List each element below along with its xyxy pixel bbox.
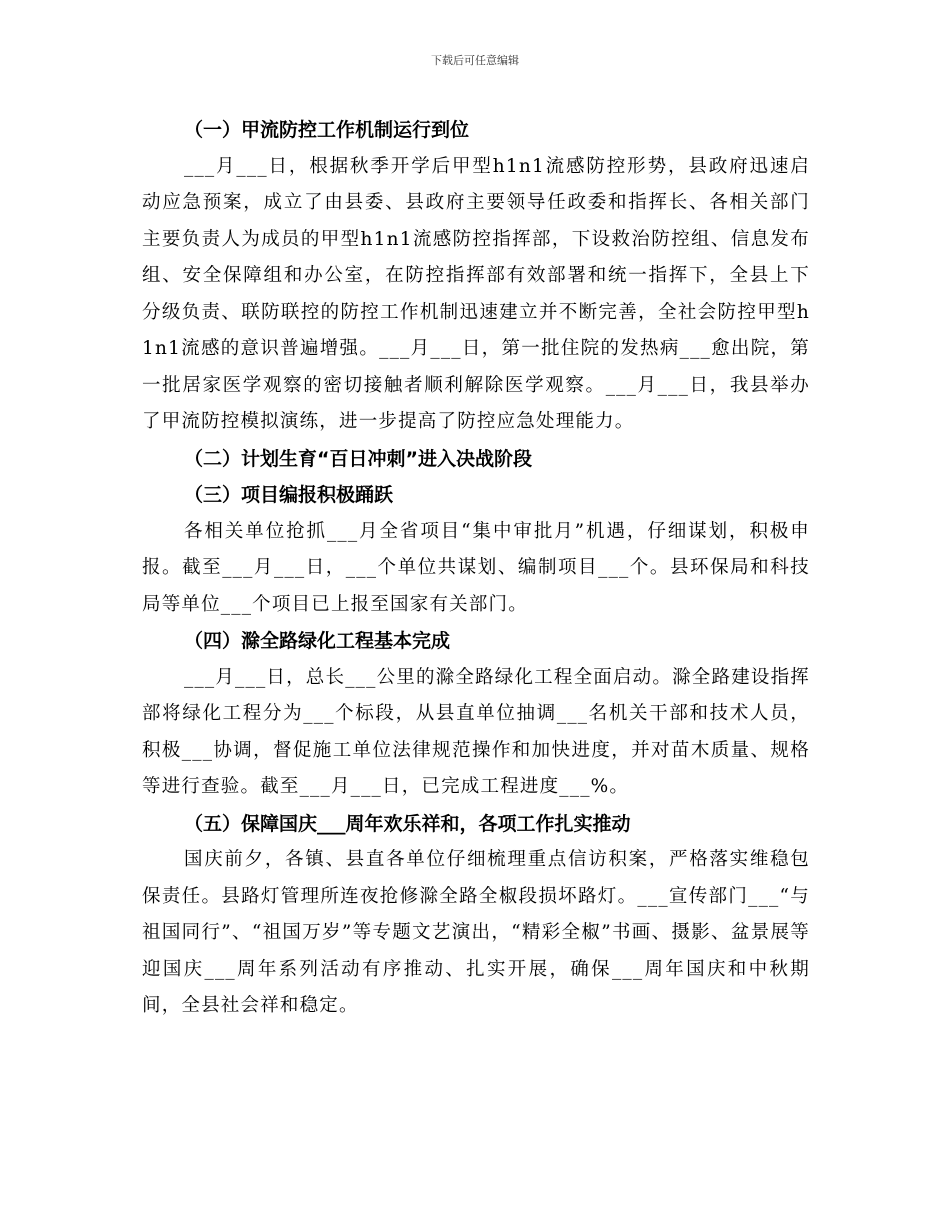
section-2-heading: （二）计划生育“百日冲刺”进入决战阶段 [184, 447, 532, 470]
page-header: 下载后可任意编辑 [431, 54, 519, 67]
section-5-paragraph: 国庆前夕，各镇、县直各单位仔细梳理重点信访积案，严格落实维稳包保责任。县路灯管理所连夜抢修滁全路全椒段损坏路灯。___宣传部门___“与祖国同行”、“祖国万岁”等专题文艺演出，“精彩全椒”书画、摄影、盆景展等迎国庆___周年系列活动有序推动、扎实开展，确保___周年国庆和中秋期间，全县社会祥和稳定。 [142, 849, 810, 1016]
section-4-paragraph: ___月___日，总长___公里的滁全路绿化工程全面启动。滁全路建设指挥部将绿化工程分为___个标段，从县直单位抽调___名机关干部和技术人员，积极___协调，督促施工单位法律规范操作和加快进度，并对苗木质量、规格等进行查验。截至___月___日，已完成工程进度___%。 [142, 666, 810, 797]
section-1-heading: （一）甲流防控工作机制运行到位 [184, 119, 470, 141]
section-1-paragraph: ___月___日，根据秋季开学后甲型h1n1流感防控形势，县政府迅速启动应急预案，成立了由县委、县政府主要领导任政委和指挥长、各相关部门主要负责人为成员的甲型h1n1流感防控指挥部，下设救治防控组、信息发布组、安全保障组和办公室，在防控指挥部有效部署和统一指挥下，全县上下分级负责、联防联控的防控工作机制迅速建立并不断完善，全社会防控甲型h1n1流感的意识普遍增强。___月___日，第一批住院的发热病___愈出院，第一批居家医学观察的密切接触者顺利解除医学观察。___月___日，我县举办了甲流防控模拟演练，进一步提高了防控应急处理能力。 [142, 155, 810, 432]
section-3-heading: （三）项目编报积极踊跃 [184, 484, 394, 506]
section-4-heading: （四）滁全路绿化工程基本完成 [184, 630, 451, 652]
section-5-heading: （五）保障国庆___周年欢乐祥和，各项工作扎实推动 [184, 812, 631, 835]
section-3-paragraph: 各相关单位抢抓___月全省项目“集中审批月”机遇，仔细谋划，积极申报。截至___月___日，___个单位共谋划、编制项目___个。县环保局和科技局等单位___个项目已上报至国家有关部门。 [142, 520, 810, 615]
document-body [142, 112, 810, 1025]
